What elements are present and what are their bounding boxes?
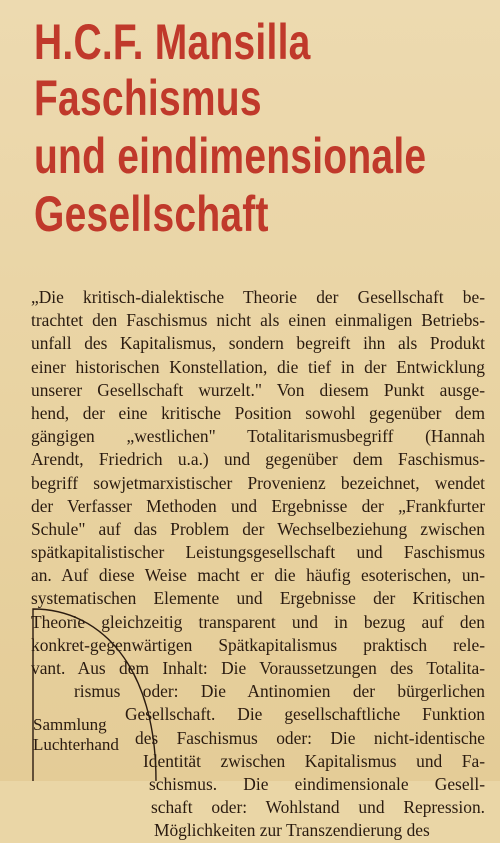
blurb-line: Gesellschaft. Die gesellschaftliche Funktion (125, 704, 485, 725)
author-name: H.C.F. Mansilla (34, 14, 311, 70)
blurb-line: unfall des Kapitalismus, sondern begreift ihn als Produkt (31, 333, 485, 354)
blurb-line: rismus oder: Die Antinomien der bürgerlichen (74, 681, 485, 702)
series-line-1: Sammlung (33, 715, 107, 734)
blurb-line: unserer Gesellschaft wurzelt." Von diesem Punkt ausge- (31, 379, 485, 400)
blurb-line: gängigen „westlichen" Totalitarismusbegriff (Hannah (31, 426, 485, 447)
blurb-line: „Die kritisch-dialektische Theorie der Gesellschaft be- (31, 287, 485, 307)
blurb-line: einer historischen Konstellation, die tief in der Entwicklung (31, 356, 485, 377)
blurb-text (31, 286, 485, 843)
blurb-line: schaft oder: Wohlstand und Repression. (151, 797, 485, 818)
series-line-2: Luchterhand (33, 735, 119, 754)
blurb-line: Schule" auf das Problem der Wechselbeziehung zwischen (31, 518, 485, 539)
blurb-line: konkret-gegenwärtigen Spätkapitalismus praktisch rele- (31, 634, 485, 655)
blurb-line: hend, der eine kritische Position sowohl gegenüber dem (31, 402, 485, 423)
blurb-line: Arendt, Friedrich u.a.) und gegenüber dem Faschismus- (31, 449, 485, 470)
title-line-1: Faschismus (34, 70, 262, 126)
blurb-line: Identität zwischen Kapitalismus und Fa- (143, 750, 485, 771)
blurb-line: Möglichkeiten zur Transzendierung des (154, 820, 430, 841)
blurb-line: trachtet den Faschismus nicht als einen einmaligen Betriebs- (31, 310, 485, 331)
blurb-line: begriff sowjetmarxistischer Provenienz bezeichnet, wendet (31, 472, 485, 493)
blurb-line: des Faschismus oder: Die nicht-identische (135, 727, 485, 748)
publisher-series-label (33, 715, 119, 755)
title-line-2: und eindimensionale (34, 128, 427, 184)
blurb-line: der Verfasser Methoden und Ergebnisse der „Frankfurter (31, 495, 485, 516)
blurb-line: systematischen Elemente und Ergebnisse der Kritischen (31, 588, 485, 609)
blurb-line: vant. Aus dem Inhalt: Die Voraussetzungen des Totalita- (31, 658, 485, 678)
blurb-line: spätkapitalistischer Leistungsgesellschaft und Faschismus (31, 542, 485, 563)
blurb-line: Theorie gleichzeitig transparent und in bezug auf den (31, 611, 485, 632)
blurb-line: an. Auf diese Weise macht er die häufig esoterischen, un- (31, 565, 485, 586)
title-line-3: Gesellschaft (34, 186, 269, 242)
blurb-line: schismus. Die eindimensionale Gesell- (149, 773, 485, 794)
